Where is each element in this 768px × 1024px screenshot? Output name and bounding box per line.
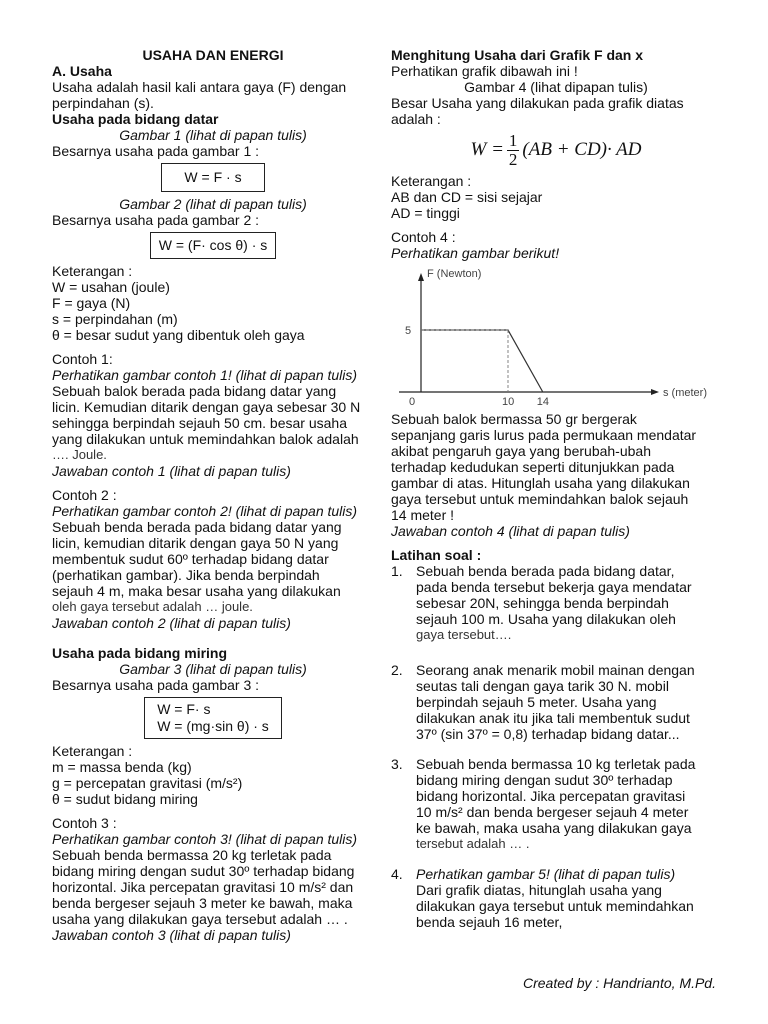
example-3-instruction: Perhatikan gambar contoh 3! (lihat di papan tulis) [52, 831, 358, 847]
exercise-3-line: 10 m/s² dan benda bergeser sejauh 4 meter [416, 804, 689, 820]
exercise-2-line: dilakukan anak itu jika tali membentuk sudut [416, 710, 690, 726]
exercise-3-line: ke bawah, maka usaha yang dilakukan gaya [416, 820, 692, 836]
example-2-line: (perhatikan gambar). Jika benda berpindah [52, 567, 320, 583]
legend-2-item: m = massa benda (kg) [52, 759, 192, 775]
legend-2-heading: Keterangan : [52, 743, 133, 759]
example-4-line: Sebuah balok bermassa 50 gr bergerak [391, 411, 637, 427]
graph-text-line: Besar Usaha yang dilakukan pada grafik diatas [391, 95, 684, 111]
example-2-answer: Jawaban contoh 2 (lihat di papan tulis) [52, 615, 291, 631]
example-3-line: horizontal. Jika percepatan gravitasi 10 m/s² dan [52, 879, 354, 895]
inclined-plane-heading: Usaha pada bidang miring [52, 645, 228, 661]
exercise-3-tail: tersebut adalah … . [416, 836, 530, 851]
example-3-answer: Jawaban contoh 3 (lihat di papan tulis) [52, 927, 291, 943]
legend-item: AB dan CD = sisi sejajar [391, 189, 543, 205]
example-2-line: sejauh 4 m, maka besar usaha yang dilakukan [52, 583, 341, 599]
left-column [52, 47, 374, 943]
formula-2-box: W = (F· cos θ) · s [150, 232, 277, 259]
exercise-4-line: dilakukan gaya tersebut untuk memindahkan [416, 898, 694, 914]
example-3-line: bidang miring dengan sudut 30º terhadap bidang [52, 863, 355, 879]
exercise-heading: Latihan soal : [391, 547, 482, 563]
author-credit: Created by : Handrianto, M.Pd. [523, 975, 716, 991]
y-tick-label: 5 [405, 325, 412, 337]
exercise-number: 2. [391, 662, 403, 678]
example-1-line: yang dilakukan untuk memindahkan balok adalah [52, 431, 359, 447]
graph-text-line: adalah : [391, 111, 441, 127]
legend-item: W = usahan (joule) [52, 279, 170, 295]
exercise-1-line: sebesar 20N, sehingga benda berpindah [416, 595, 669, 611]
example-4-answer: Jawaban contoh 4 (lihat di papan tulis) [391, 523, 630, 539]
legend-item: s = perpindahan (m) [52, 311, 178, 327]
exercise-1-line: pada benda tersebut bekerja gaya mendatar [416, 579, 692, 595]
exercise-2-line: 37º (sin 37º = 0,8) terhadap bidang datar... [416, 726, 680, 742]
example-4-instruction: Perhatikan gambar berikut! [391, 245, 560, 261]
exercise-3 [391, 756, 721, 852]
exercise-2 [391, 662, 721, 742]
legend-item: θ = besar sudut yang dibentuk oleh gaya [52, 327, 305, 343]
x-tick-label: 10 [502, 396, 515, 408]
legend-heading: Keterangan : [52, 263, 133, 279]
flat-plane-heading: Usaha pada bidang datar [52, 111, 219, 127]
example-4-heading: Contoh 4 : [391, 229, 456, 245]
section-a-heading: A. Usaha [52, 63, 112, 79]
y-axis-arrow [418, 273, 424, 281]
trapezoid-formula [391, 129, 721, 171]
example-3-tail: usaha yang dilakukan gaya tersebut adalah … . [52, 911, 348, 927]
example-2-tail: oleh gaya tersebut adalah … joule. [52, 599, 253, 614]
exercise-1-tail: gaya tersebut…. [416, 627, 512, 642]
formula-denominator: 2 [508, 149, 518, 169]
example-2-line: Sebuah benda berada pada bidang datar yang [52, 519, 342, 535]
legend-item: AD = tinggi [391, 205, 460, 221]
formula-3-line-2: W = (mg·sin θ) · s [157, 718, 269, 734]
figure-1-text: Besarnya usaha pada gambar 1 : [52, 143, 260, 159]
formula-1-box: W = F · s [161, 163, 264, 192]
example-2-heading: Contoh 2 : [52, 487, 117, 503]
exercise-3-line: Sebuah benda bermassa 10 kg terletak pada [416, 756, 696, 772]
exercise-number: 1. [391, 563, 403, 579]
exercise-1-line: Sebuah benda berada pada bidang datar, [416, 563, 675, 579]
example-1-tail: …. Joule. [52, 447, 107, 462]
example-1-heading: Contoh 1: [52, 351, 113, 367]
exercise-2-line: Seorang anak menarik mobil mainan dengan [416, 662, 695, 678]
example-4-line: terhadap kedudukan seperti ditunjukkan pada [391, 459, 675, 475]
formula-rest: (AB + CD)· AD [522, 139, 642, 160]
example-3-line: benda bergeser sejauh 3 meter ke bawah, maka [52, 895, 353, 911]
example-4-line: sepanjang garis lurus pada permukaan mendatar [391, 427, 697, 443]
example-4-line: akibat pengaruh gaya yang berubah-ubah [391, 443, 651, 459]
exercise-1-line: sejauh 100 m. Usaha yang dilakukan oleh [416, 611, 676, 627]
exercise-3-line: bidang miring dengan sudut 30º terhadap [416, 772, 673, 788]
chart-marks [405, 325, 549, 408]
y-axis-label: F (Newton) [427, 268, 482, 280]
example-3-heading: Contoh 3 : [52, 815, 117, 831]
example-1-instruction: Perhatikan gambar contoh 1! (lihat di papan tulis) [52, 367, 358, 383]
figure-4-caption: Gambar 4 (lihat dipapan tulis) [464, 79, 648, 95]
figure-1-caption: Gambar 1 (lihat di papan tulis) [119, 127, 307, 143]
legend-heading: Keterangan : [391, 173, 472, 189]
x-tick-label: 14 [536, 396, 550, 408]
legend-2-item: g = percepatan gravitasi (m/s²) [52, 775, 243, 791]
legend-item: F = gaya (N) [52, 295, 131, 311]
formula-fraction [507, 132, 520, 169]
legend-2-item: θ = sudut bidang miring [52, 791, 198, 807]
example-1-answer: Jawaban contoh 1 (lihat di papan tulis) [52, 463, 291, 479]
figure-2-text: Besarnya usaha pada gambar 2 : [52, 212, 260, 228]
page-title: USAHA DAN ENERGI [142, 47, 284, 63]
exercise-number: 3. [391, 756, 403, 772]
example-1-line: sehingga berpindah sejauh 50 cm. besar usaha [52, 415, 347, 431]
x-tick-label: 0 [409, 396, 416, 408]
example-3-line: Sebuah benda bermassa 20 kg terletak pada [52, 847, 332, 863]
example-2-line: licin, kemudian ditarik dengan gaya 50 N yang [52, 535, 339, 551]
graph-intro: Perhatikan grafik dibawah ini ! [391, 63, 578, 79]
example-1-line: licin. Kemudian ditarik dengan gaya sebesar 30 N [52, 399, 361, 415]
example-2-line: membentuk sudut 60º terhadap bidang datar [52, 551, 329, 567]
example-4-line: 14 meter ! [391, 507, 455, 523]
figure-3-caption: Gambar 3 (lihat di papan tulis) [119, 661, 307, 677]
exercise-2-line: seutas tali dengan gaya tarik 30 N. mobil [416, 678, 669, 694]
formula-numerator: 1 [508, 130, 518, 150]
exercise-number: 4. [391, 866, 403, 882]
formula-3-box [144, 697, 282, 739]
exercise-3-line: bidang horizontal. Jika percepatan gravitasi [416, 788, 686, 804]
exercise-4-instruction: Perhatikan gambar 5! (lihat di papan tulis) [416, 866, 676, 882]
x-axis-label: s (meter) [663, 387, 707, 399]
exercise-1 [391, 563, 721, 643]
exercise-2-line: berpindah sejauh 5 meter. Usaha yang [416, 694, 657, 710]
exercise-4-line: benda sejauh 16 meter, [416, 914, 563, 930]
definition-line-2: perpindahan (s). [52, 95, 154, 111]
example-4-line: gaya tersebut untuk memindahkan balok sejauh [391, 491, 689, 507]
definition-line-1: Usaha adalah hasil kali antara gaya (F) dengan [52, 79, 347, 95]
example-2-instruction: Perhatikan gambar contoh 2! (lihat di papan tulis) [52, 503, 358, 519]
graph-section-heading: Menghitung Usaha dari Grafik F dan x [391, 47, 644, 63]
example-1-line: Sebuah balok berada pada bidang datar yang [52, 383, 337, 399]
right-column [391, 47, 721, 930]
figure-2-caption: Gambar 2 (lihat di papan tulis) [119, 196, 307, 212]
exercise-4 [391, 866, 721, 930]
formula-w: W = [470, 139, 504, 160]
example-4-line: gambar di atas. Hitunglah usaha yang dilakukan [391, 475, 690, 491]
formula-3-line-1: W = F· s [157, 701, 211, 717]
figure-3-text: Besarnya usaha pada gambar 3 : [52, 677, 260, 693]
force-displacement-chart [391, 261, 721, 411]
x-axis-arrow [651, 389, 659, 395]
exercise-4-line: Dari grafik diatas, hitunglah usaha yang [416, 882, 662, 898]
force-curve [421, 330, 543, 392]
